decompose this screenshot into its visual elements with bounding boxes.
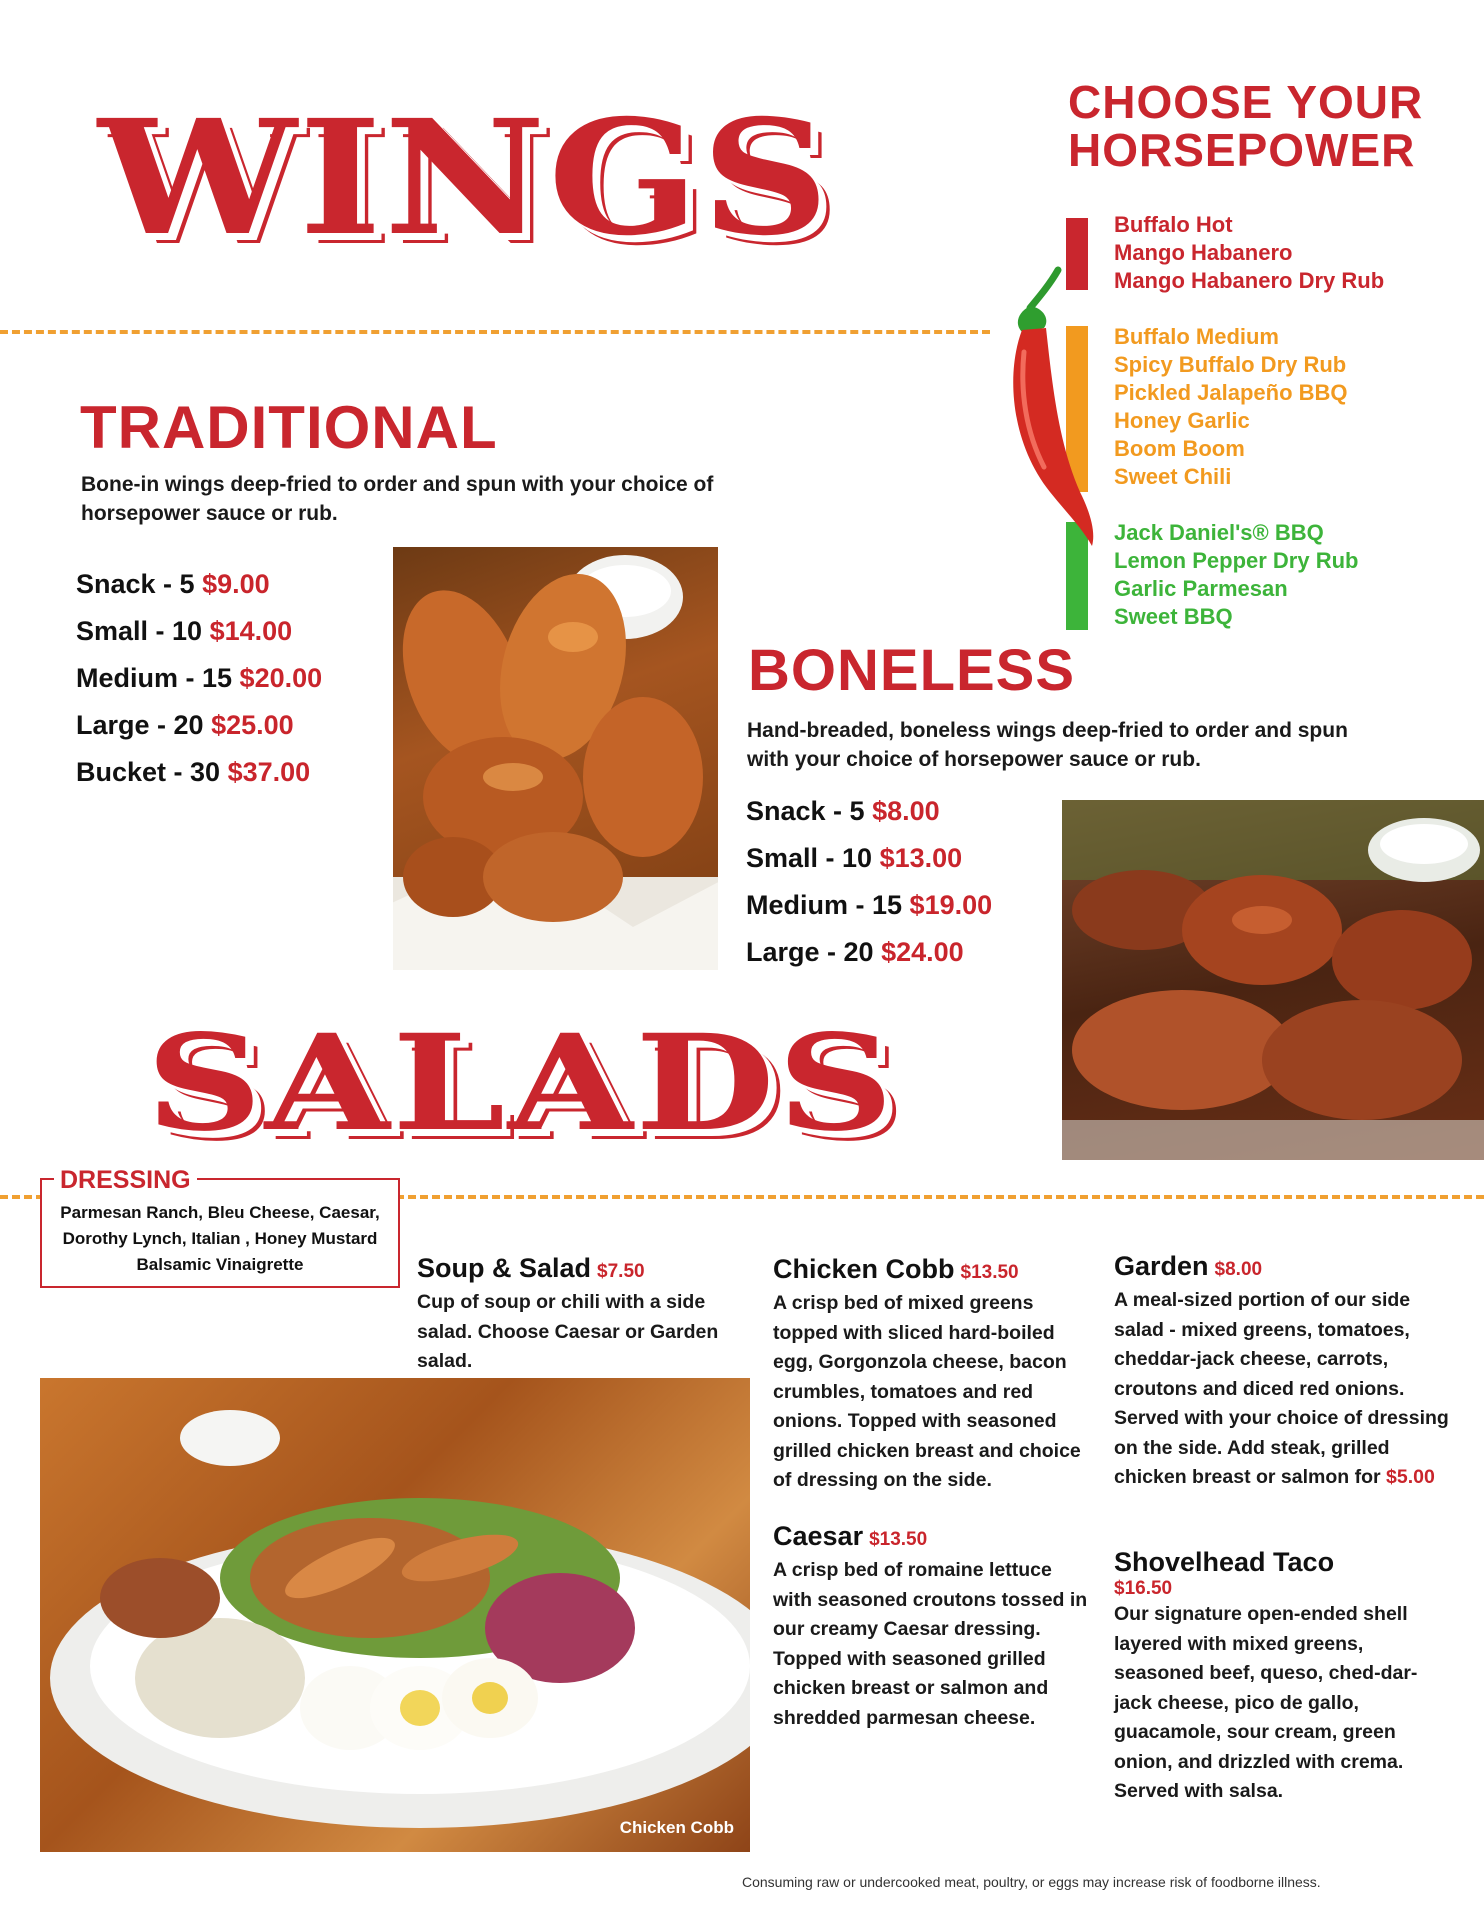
item-description: Cup of soup or chili with a side salad. Choose Caesar or Garden salad. xyxy=(417,1291,719,1372)
item-title xyxy=(773,1253,1091,1289)
price-row xyxy=(76,655,322,702)
boneless-wings-photo xyxy=(1062,800,1484,1160)
disclaimer: Consuming raw or undercooked meat, poultry, or eggs may increase risk of foodborne illness. xyxy=(742,1874,1321,1890)
size-label: Small - 10 xyxy=(76,616,203,646)
sauce-item: Buffalo Medium xyxy=(1114,324,1279,349)
price: $19.00 xyxy=(909,890,993,920)
sauce-item: Boom Boom xyxy=(1114,436,1245,461)
sauce-item: Mango Habanero Dry Rub xyxy=(1114,268,1385,293)
price-row xyxy=(76,702,322,749)
size-label: Snack - 5 xyxy=(76,569,195,599)
item-name: Shovelhead Taco xyxy=(1114,1547,1335,1577)
size-label: Large - 20 xyxy=(76,710,204,740)
price-row xyxy=(746,788,992,835)
item-title xyxy=(773,1520,1091,1556)
dressing-line: Parmesan Ranch, Bleu Cheese, Caesar, xyxy=(60,1203,380,1222)
item-price: $8.00 xyxy=(1214,1259,1263,1280)
wings-divider xyxy=(0,330,990,334)
menu-item-chicken-cobb xyxy=(773,1253,1091,1496)
size-label: Bucket - 30 xyxy=(76,757,221,787)
medium-sauce-list xyxy=(1114,323,1348,491)
traditional-wings-photo xyxy=(393,547,718,970)
price-row xyxy=(746,882,992,929)
item-description-text: A meal-sized portion of our side salad - mixed greens, tomatoes, cheddar-jack cheese, carrots, croutons and diced red onions. Served with your choice of dressing on the side. Add steak, grilled chicken breast or salmon for xyxy=(1114,1289,1449,1488)
dressing-heading: DRESSING xyxy=(54,1168,197,1193)
price-row xyxy=(746,929,992,976)
item-description: A crisp bed of mixed greens topped with sliced hard-boiled egg, Gorgonzola cheese, bacon crumbles, tomatoes and red onions. Topped with seasoned grilled chicken breast and choice of dressing on the side. xyxy=(773,1292,1081,1491)
price: $20.00 xyxy=(239,663,323,693)
wings-title: WINGS xyxy=(98,86,832,271)
sauce-item: Mango Habanero xyxy=(1114,240,1293,265)
sauce-item: Pickled Jalapeño BBQ xyxy=(1114,380,1348,405)
item-name: Garden xyxy=(1114,1251,1209,1281)
price: $24.00 xyxy=(881,937,964,967)
item-description: A crisp bed of romaine lettuce with seasoned croutons tossed in our creamy Caesar dressing. Topped with seasoned grilled chicken breast or salmon and shredded parmesan cheese. xyxy=(773,1559,1088,1729)
price: $13.00 xyxy=(879,843,963,873)
boneless-heading: BONELESS xyxy=(748,638,1076,703)
salads-title: SALADS xyxy=(146,1006,897,1161)
item-title xyxy=(1114,1250,1452,1286)
size-label: Snack - 5 xyxy=(746,796,865,826)
dressing-options xyxy=(42,1200,398,1278)
traditional-description: Bone-in wings deep-fried to order and spun with your choice of horsepower sauce or rub. xyxy=(81,473,714,525)
item-price: $13.50 xyxy=(960,1262,1019,1283)
photo-caption: Chicken Cobb xyxy=(619,1818,734,1837)
sauce-item: Sweet Chili xyxy=(1114,464,1232,489)
menu-item-garden xyxy=(1114,1250,1452,1493)
menu-item-shovelhead-taco xyxy=(1114,1546,1452,1807)
menu-item-soup-salad xyxy=(417,1252,737,1377)
price: $9.00 xyxy=(202,569,270,599)
item-name: Chicken Cobb xyxy=(773,1254,955,1284)
item-price: $16.50 xyxy=(1114,1578,1173,1599)
sauce-item: Garlic Parmesan xyxy=(1114,576,1288,601)
boneless-description: Hand-breaded, boneless wings deep-fried to order and spun with your choice of horsepower sauce or rub. xyxy=(747,719,1348,771)
dressing-line: Balsamic Vinaigrette xyxy=(136,1255,304,1274)
mild-sauce-list xyxy=(1114,519,1358,631)
price: $25.00 xyxy=(211,710,294,740)
addon-price: $5.00 xyxy=(1386,1466,1435,1488)
horsepower-heading xyxy=(1068,78,1423,174)
dressing-line: Dorothy Lynch, Italian , Honey Mustard xyxy=(62,1229,378,1248)
sauce-item: Jack Daniel's® BBQ xyxy=(1114,520,1324,545)
sauce-item: Spicy Buffalo Dry Rub xyxy=(1114,352,1347,377)
item-name: Caesar xyxy=(773,1521,864,1551)
boneless-price-list xyxy=(746,788,992,976)
price-row xyxy=(76,749,322,796)
size-label: Medium - 15 xyxy=(746,890,903,920)
dressing-box xyxy=(40,1166,400,1288)
chicken-cobb-photo xyxy=(40,1378,750,1852)
traditional-heading: TRADITIONAL xyxy=(80,394,498,461)
size-label: Large - 20 xyxy=(746,937,874,967)
item-price: $7.50 xyxy=(597,1261,645,1282)
chili-pepper-icon xyxy=(1000,262,1100,552)
item-name: Soup & Salad xyxy=(417,1253,592,1283)
price-row xyxy=(76,561,322,608)
sauce-item: Buffalo Hot xyxy=(1114,212,1233,237)
price: $14.00 xyxy=(209,616,293,646)
price-row xyxy=(76,608,322,655)
item-description xyxy=(1114,1286,1452,1493)
item-description: Our signature open-ended shell layered with mixed greens, seasoned beef, queso, ched-dar-jack cheese, pico de gallo, guacamole, sour cream, green onion, and drizzled with crema. Served with salsa. xyxy=(1114,1603,1418,1802)
traditional-price-list xyxy=(76,561,322,796)
horsepower-heading-line2: HORSEPOWER xyxy=(1068,124,1416,176)
price-row xyxy=(746,835,992,882)
size-label: Small - 10 xyxy=(746,843,873,873)
item-price: $13.50 xyxy=(869,1529,928,1550)
price: $37.00 xyxy=(227,757,311,787)
size-label: Medium - 15 xyxy=(76,663,233,693)
menu-item-caesar xyxy=(773,1520,1091,1733)
horsepower-heading-line1: CHOOSE YOUR xyxy=(1068,76,1424,128)
price: $8.00 xyxy=(872,796,940,826)
hot-sauce-list xyxy=(1114,211,1384,295)
item-title xyxy=(417,1252,737,1288)
sauce-item: Honey Garlic xyxy=(1114,408,1250,433)
sauce-item: Sweet BBQ xyxy=(1114,604,1233,629)
sauce-item: Lemon Pepper Dry Rub xyxy=(1114,548,1359,573)
